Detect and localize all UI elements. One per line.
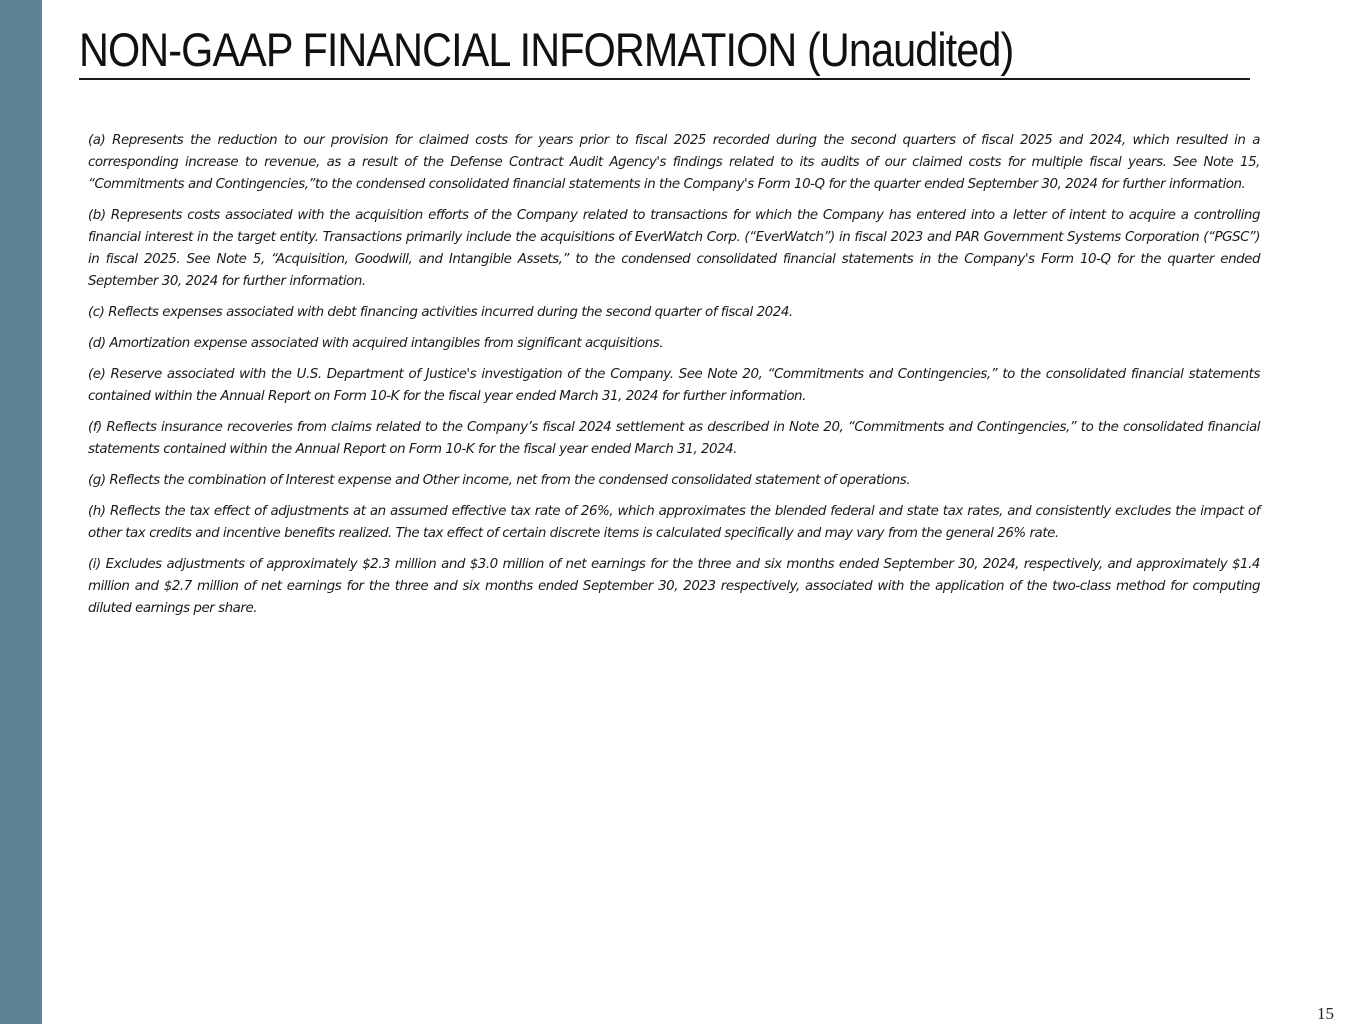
footnote-f: (f) Reflects insurance recoveries from claims related to the Company’s fiscal 2024 settlement as described in Note 20, “Commitments and Contingencies,” to the consolidated financial statements contained within the Annual Report on Form 10-K for the fiscal year ended March 31, 2024. xyxy=(88,420,1260,457)
footnote-d: (d) Amortization expense associated with acquired intangibles from significant acquisitions. xyxy=(88,336,664,351)
footnote-e: (e) Reserve associated with the U.S. Department of Justice's investigation of the Company. See Note 20, “Commitments and Contingencies,” to the consolidated financial statements contained within the Annual Report on Form 10-K for the fiscal year ended March 31, 2024 for further information. xyxy=(88,367,1260,404)
title-underline xyxy=(79,78,1250,80)
page-number: 15 xyxy=(1317,1004,1334,1023)
footnote-h: (h) Reflects the tax effect of adjustments at an assumed effective tax rate of 26%, which approximates the blended federal and state tax rates, and consistently excludes the impact of other tax credits and incentive benefits realized. The tax effect of certain discrete items is calculated specifically and may vary from the general 26% rate. xyxy=(88,504,1260,541)
footnote-a: (a) Represents the reduction to our provision for claimed costs for years prior to fiscal 2025 recorded during the second quarters of fiscal 2025 and 2024, which resulted in a corresponding increase to revenue, as a result of the Defense Contract Audit Agency's findings related to its audits of our claimed costs for multiple fiscal years. See Note 15, “Commitments and Contingencies,”to the condensed consolidated financial statements in the Company's Form 10-Q for the quarter ended September 30, 2024 for further information. xyxy=(88,133,1260,192)
footnote-i: (i) Excludes adjustments of approximately $2.3 million and $3.0 million of net earnings for the three and six months ended September 30, 2024, respectively, and approximately $1.4 million and $2.7 million of net earnings for the three and six months ended September 30, 2023 respectively, associated with the application of the two-class method for computing diluted earnings per share. xyxy=(88,557,1260,616)
footnotes-list xyxy=(88,130,1260,629)
page-title: NON-GAAP FINANCIAL INFORMATION (Unaudited) xyxy=(79,23,1014,76)
sidebar-accent-bar xyxy=(0,0,42,1024)
footnote-g: (g) Reflects the combination of Interest expense and Other income, net from the condensed consolidated statement of operations. xyxy=(88,473,911,488)
footnote-b: (b) Represents costs associated with the acquisition efforts of the Company related to transactions for which the Company has entered into a letter of intent to acquire a controlling financial interest in the target entity. Transactions primarily include the acquisitions of EverWatch Corp. (“EverWatch”) in fiscal 2023 and PAR Government Systems Corporation (“PGSC”) in fiscal 2025. See Note 5, “Acquisition, Goodwill, and Intangible Assets,” to the condensed consolidated financial statements in the Company's Form 10-Q for the quarter ended September 30, 2024 for further information. xyxy=(88,208,1260,289)
footnote-c: (c) Reflects expenses associated with debt financing activities incurred during the second quarter of fiscal 2024. xyxy=(88,305,793,320)
